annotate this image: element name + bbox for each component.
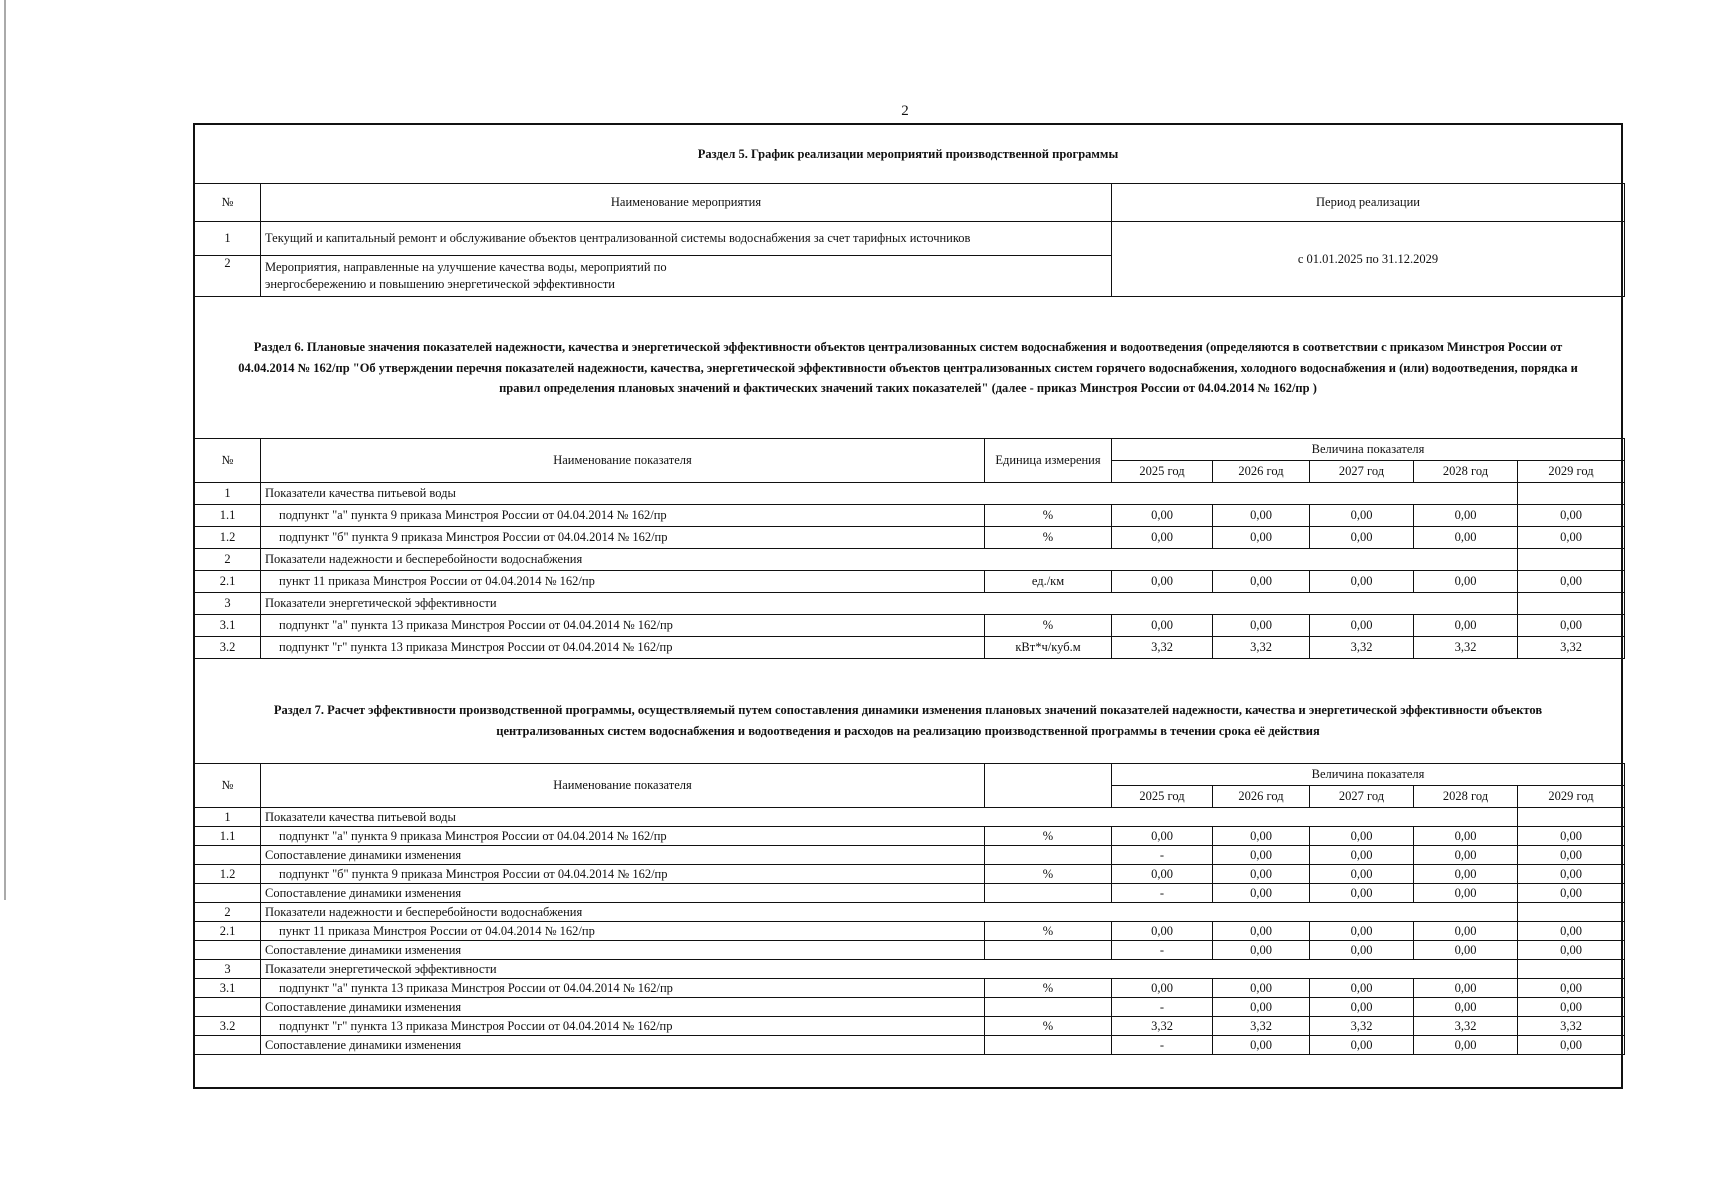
s7-header-unit xyxy=(985,764,1112,808)
s5-header-period: Период реализации xyxy=(1112,184,1625,222)
row-number: 2 xyxy=(195,549,261,571)
value-cell: 0,00 xyxy=(1310,846,1414,865)
s6-year-header: 2029 год xyxy=(1518,461,1625,483)
value-cell: 0,00 xyxy=(1414,615,1518,637)
value-cell: 0,00 xyxy=(1414,865,1518,884)
page-number: 2 xyxy=(901,103,909,119)
group-name: Показатели энергетической эффективности xyxy=(261,960,1518,979)
indicator-name: подпункт "б" пункта 9 приказа Минстроя России от 04.04.2014 № 162/пр xyxy=(261,865,985,884)
s7-table-row xyxy=(195,998,1625,1017)
empty-cell xyxy=(1518,483,1625,505)
indicator-name: подпункт "а" пункта 9 приказа Минстроя России от 04.04.2014 № 162/пр xyxy=(261,827,985,846)
value-cell: 0,00 xyxy=(1112,827,1213,846)
s7-year-header: 2026 год xyxy=(1213,786,1310,808)
s7-table-row xyxy=(195,960,1625,979)
value-cell: 0,00 xyxy=(1213,571,1310,593)
value-cell: 0,00 xyxy=(1518,979,1625,998)
value-cell: 0,00 xyxy=(1414,884,1518,903)
value-cell: 0,00 xyxy=(1414,998,1518,1017)
document-frame xyxy=(193,123,1623,1089)
row-number: 2 xyxy=(195,903,261,922)
s7-table-row xyxy=(195,979,1625,998)
comparison-label: Сопоставление динамики изменения xyxy=(261,941,985,960)
value-cell: - xyxy=(1112,998,1213,1017)
value-cell: 0,00 xyxy=(1112,571,1213,593)
value-cell: 0,00 xyxy=(1518,571,1625,593)
indicator-name: подпункт "а" пункта 9 приказа Минстроя России от 04.04.2014 № 162/пр xyxy=(261,505,985,527)
value-cell: 0,00 xyxy=(1213,527,1310,549)
value-cell: 0,00 xyxy=(1518,505,1625,527)
s7-table-row xyxy=(195,1017,1625,1036)
unit-cell: % xyxy=(985,1017,1112,1036)
row-number: 1 xyxy=(195,808,261,827)
s6-table-row xyxy=(195,549,1625,571)
section6-table xyxy=(194,438,1625,659)
s5-header-no: № xyxy=(195,184,261,222)
unit-cell xyxy=(985,884,1112,903)
value-cell: 3,32 xyxy=(1310,1017,1414,1036)
value-cell: 0,00 xyxy=(1414,827,1518,846)
comparison-label: Сопоставление динамики изменения xyxy=(261,846,985,865)
row-number: 2.1 xyxy=(195,922,261,941)
section5-title: Раздел 5. График реализации мероприятий производственной программы xyxy=(697,146,1119,161)
s6-year-header: 2027 год xyxy=(1310,461,1414,483)
value-cell: 0,00 xyxy=(1213,505,1310,527)
value-cell: 0,00 xyxy=(1310,922,1414,941)
indicator-name: подпункт "а" пункта 13 приказа Минстроя России от 04.04.2014 № 162/пр xyxy=(261,615,985,637)
value-cell: 0,00 xyxy=(1518,922,1625,941)
s7-year-header: 2027 год xyxy=(1310,786,1414,808)
s6-table-row xyxy=(195,615,1625,637)
value-cell: 0,00 xyxy=(1112,979,1213,998)
s5-period: с 01.01.2025 по 31.12.2029 xyxy=(1112,222,1625,297)
value-cell: 0,00 xyxy=(1518,615,1625,637)
value-cell: 0,00 xyxy=(1310,505,1414,527)
value-cell: 0,00 xyxy=(1213,884,1310,903)
row-number: 3 xyxy=(195,593,261,615)
row-number: 1.2 xyxy=(195,527,261,549)
value-cell: 0,00 xyxy=(1213,979,1310,998)
value-cell: 0,00 xyxy=(1213,922,1310,941)
value-cell: - xyxy=(1112,1036,1213,1055)
row-number xyxy=(195,998,261,1017)
value-cell: 0,00 xyxy=(1310,827,1414,846)
value-cell: 0,00 xyxy=(1310,998,1414,1017)
value-cell: - xyxy=(1112,846,1213,865)
indicator-name: подпункт "а" пункта 13 приказа Минстроя России от 04.04.2014 № 162/пр xyxy=(261,979,985,998)
value-cell: 0,00 xyxy=(1414,571,1518,593)
value-cell: 0,00 xyxy=(1414,527,1518,549)
value-cell: 0,00 xyxy=(1518,527,1625,549)
s7-table-row xyxy=(195,941,1625,960)
unit-cell xyxy=(985,941,1112,960)
s7-table-row xyxy=(195,884,1625,903)
indicator-name: пункт 11 приказа Минстроя России от 04.04.2014 № 162/пр xyxy=(261,922,985,941)
s6-header-value: Величина показателя xyxy=(1112,439,1625,461)
value-cell: 3,32 xyxy=(1112,637,1213,659)
s7-table-row xyxy=(195,827,1625,846)
s6-table-row xyxy=(195,637,1625,659)
value-cell: - xyxy=(1112,884,1213,903)
comparison-label: Сопоставление динамики изменения xyxy=(261,1036,985,1055)
value-cell: 0,00 xyxy=(1310,865,1414,884)
comparison-label: Сопоставление динамики изменения xyxy=(261,998,985,1017)
unit-cell: % xyxy=(985,922,1112,941)
s5-row-name: Мероприятия, направленные на улучшение качества воды, мероприятий по энергосбережению и повышению энергетической эффективности xyxy=(261,256,1112,297)
value-cell: 0,00 xyxy=(1518,941,1625,960)
s6-header-name: Наименование показателя xyxy=(261,439,985,483)
value-cell: 0,00 xyxy=(1518,884,1625,903)
comparison-label: Сопоставление динамики изменения xyxy=(261,884,985,903)
s7-table-row xyxy=(195,846,1625,865)
s7-table-row xyxy=(195,1036,1625,1055)
value-cell: 0,00 xyxy=(1310,1036,1414,1055)
row-number xyxy=(195,846,261,865)
indicator-name: пункт 11 приказа Минстроя России от 04.04.2014 № 162/пр xyxy=(261,571,985,593)
s5-row-no: 1 xyxy=(195,222,261,256)
row-number: 1.1 xyxy=(195,505,261,527)
value-cell: 0,00 xyxy=(1310,615,1414,637)
value-cell: 0,00 xyxy=(1518,846,1625,865)
s5-row-no: 2 xyxy=(195,256,261,297)
indicator-name: подпункт "г" пункта 13 приказа Минстроя России от 04.04.2014 № 162/пр xyxy=(261,637,985,659)
value-cell: 3,32 xyxy=(1518,1017,1625,1036)
s6-header-no: № xyxy=(195,439,261,483)
unit-cell: ед./км xyxy=(985,571,1112,593)
s6-table-row xyxy=(195,571,1625,593)
value-cell: 0,00 xyxy=(1414,941,1518,960)
unit-cell: % xyxy=(985,615,1112,637)
value-cell: 0,00 xyxy=(1213,846,1310,865)
row-number: 1 xyxy=(195,483,261,505)
value-cell: 0,00 xyxy=(1112,865,1213,884)
row-number xyxy=(195,884,261,903)
group-name: Показатели надежности и бесперебойности водоснабжения xyxy=(261,903,1518,922)
value-cell: 0,00 xyxy=(1310,979,1414,998)
value-cell: 0,00 xyxy=(1310,527,1414,549)
s7-year-header: 2028 год xyxy=(1414,786,1518,808)
section7-table xyxy=(194,763,1625,1055)
unit-cell xyxy=(985,846,1112,865)
value-cell: 0,00 xyxy=(1310,884,1414,903)
row-number: 3.1 xyxy=(195,979,261,998)
s5-header-name: Наименование мероприятия xyxy=(261,184,1112,222)
value-cell: 0,00 xyxy=(1112,505,1213,527)
value-cell: 0,00 xyxy=(1518,998,1625,1017)
value-cell: 0,00 xyxy=(1112,922,1213,941)
s7-table-row xyxy=(195,865,1625,884)
s6-header-unit: Единица измерения xyxy=(985,439,1112,483)
row-number: 3.2 xyxy=(195,637,261,659)
s6-table-row xyxy=(195,527,1625,549)
row-number: 3.2 xyxy=(195,1017,261,1036)
value-cell: 0,00 xyxy=(1213,865,1310,884)
value-cell: 0,00 xyxy=(1414,505,1518,527)
value-cell: 0,00 xyxy=(1112,527,1213,549)
empty-cell xyxy=(1518,808,1625,827)
value-cell: 0,00 xyxy=(1213,827,1310,846)
value-cell: 0,00 xyxy=(1213,998,1310,1017)
s7-header-no: № xyxy=(195,764,261,808)
s7-year-header: 2025 год xyxy=(1112,786,1213,808)
unit-cell: % xyxy=(985,865,1112,884)
s6-year-header: 2025 год xyxy=(1112,461,1213,483)
row-number: 3.1 xyxy=(195,615,261,637)
s6-year-header: 2028 год xyxy=(1414,461,1518,483)
value-cell: 3,32 xyxy=(1518,637,1625,659)
value-cell: 3,32 xyxy=(1414,637,1518,659)
unit-cell: кВт*ч/куб.м xyxy=(985,637,1112,659)
s7-table-row xyxy=(195,903,1625,922)
value-cell: 3,32 xyxy=(1112,1017,1213,1036)
value-cell: 3,32 xyxy=(1213,1017,1310,1036)
value-cell: - xyxy=(1112,941,1213,960)
unit-cell xyxy=(985,998,1112,1017)
empty-cell xyxy=(1518,549,1625,571)
s6-year-header: 2026 год xyxy=(1213,461,1310,483)
value-cell: 0,00 xyxy=(1213,941,1310,960)
section5-table xyxy=(194,183,1625,297)
unit-cell xyxy=(985,1036,1112,1055)
s7-table-row xyxy=(195,922,1625,941)
value-cell: 0,00 xyxy=(1414,1036,1518,1055)
value-cell: 0,00 xyxy=(1213,615,1310,637)
s7-year-header: 2029 год xyxy=(1518,786,1625,808)
row-number: 1.1 xyxy=(195,827,261,846)
section7-title: Раздел 7. Расчет эффективности производственной программы, осуществляемый путем сопоставления динамики изменения плановых значений показателей надежности, качества и энергетической эффективности объектов централизованных систем водоснабжения и водоотведения и расходов на реализацию производственной программы в течении срока её действия xyxy=(273,703,1543,738)
value-cell: 0,00 xyxy=(1310,941,1414,960)
indicator-name: подпункт "б" пункта 9 приказа Минстроя России от 04.04.2014 № 162/пр xyxy=(261,527,985,549)
group-name: Показатели надежности и бесперебойности водоснабжения xyxy=(261,549,1518,571)
s7-table-row xyxy=(195,808,1625,827)
group-name: Показатели качества питьевой воды xyxy=(261,483,1518,505)
value-cell: 3,32 xyxy=(1213,637,1310,659)
unit-cell: % xyxy=(985,827,1112,846)
value-cell: 0,00 xyxy=(1310,571,1414,593)
unit-cell: % xyxy=(985,505,1112,527)
indicator-name: подпункт "г" пункта 13 приказа Минстроя России от 04.04.2014 № 162/пр xyxy=(261,1017,985,1036)
value-cell: 3,32 xyxy=(1310,637,1414,659)
s7-header-name: Наименование показателя xyxy=(261,764,985,808)
row-number: 3 xyxy=(195,960,261,979)
unit-cell: % xyxy=(985,979,1112,998)
group-name: Показатели энергетической эффективности xyxy=(261,593,1518,615)
s6-table-row xyxy=(195,483,1625,505)
value-cell: 0,00 xyxy=(1518,827,1625,846)
s6-table-row xyxy=(195,505,1625,527)
value-cell: 3,32 xyxy=(1414,1017,1518,1036)
section6-title: Раздел 6. Плановые значения показателей надежности, качества и энергетической эффективности объектов централизованных систем водоснабжения и водоотведения (определяются в соответствии с приказом Минстроя России от 04.04.2014 № 162/пр "Об утверждении перечня показателей надежности, качества, энергетической эффективности объектов централизованных систем горячего водоснабжения, холодного водоснабжения и (или) водоотведения, порядка и правил определения плановых значений и фактических значений таких показателей" (далее - приказ Минстроя России от 04.04.2014 № 162/пр ) xyxy=(238,340,1578,396)
value-cell: 0,00 xyxy=(1414,846,1518,865)
group-name: Показатели качества питьевой воды xyxy=(261,808,1518,827)
empty-cell xyxy=(1518,903,1625,922)
value-cell: 0,00 xyxy=(1518,865,1625,884)
row-number: 2.1 xyxy=(195,571,261,593)
value-cell: 0,00 xyxy=(1414,979,1518,998)
empty-cell xyxy=(1518,960,1625,979)
row-number xyxy=(195,1036,261,1055)
value-cell: 0,00 xyxy=(1414,922,1518,941)
value-cell: 0,00 xyxy=(1518,1036,1625,1055)
row-number: 1.2 xyxy=(195,865,261,884)
s5-row-name: Текущий и капитальный ремонт и обслуживание объектов централизованной системы водоснабжения за счет тарифных источников xyxy=(261,222,1112,256)
scan-edge-line xyxy=(4,0,6,900)
row-number xyxy=(195,941,261,960)
unit-cell: % xyxy=(985,527,1112,549)
s6-table-row xyxy=(195,593,1625,615)
empty-cell xyxy=(1518,593,1625,615)
s7-header-value: Величина показателя xyxy=(1112,764,1625,786)
value-cell: 0,00 xyxy=(1112,615,1213,637)
value-cell: 0,00 xyxy=(1213,1036,1310,1055)
